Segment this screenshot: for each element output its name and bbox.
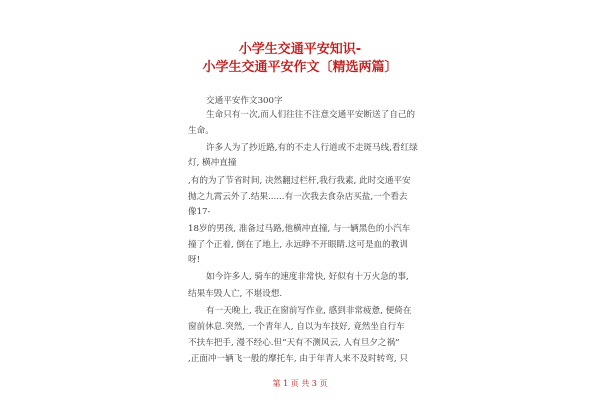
body-line: 窗前休息.突然, 一个青年人, 自以为车技好, 竟然坐自行车 [188, 322, 405, 332]
document-title-line-1: 小学生交通平安知识- [238, 42, 362, 57]
body-line: 抛之九霄云外了.结果......有一次我去食杂店买盐,一个看去 [188, 192, 408, 202]
body-line: ,正面冲一辆飞一般的摩托车, 由于年青人来不及时转弯, 只 [188, 354, 408, 364]
body-line: 撞了个正着, 倒在了地上, 永远睁不开眼睛.这可是血的教训 [188, 240, 408, 250]
body-line: 有一天晚上, 我正在窗前写作业, 感到非常疲惫, 便倚在 [206, 306, 412, 316]
body-line: 许多人为了抄近路,有的不走人行道或不走斑马线,看红绿 [206, 143, 418, 153]
page-number-footer: 第 1 页 共 3 页 [272, 379, 328, 388]
body-line: 如今许多人, 骑车的速度非常快, 好似有十万火急的事, [206, 272, 409, 282]
body-line: 灯, 横冲直撞 [188, 158, 237, 168]
body-line: 18岁的男孩, 准备过马路,他横冲直撞, 与一辆黑色的小汽车 [188, 224, 411, 234]
body-line: 交通平安作文300字 [206, 96, 283, 106]
body-line: 生命。 [188, 126, 214, 136]
body-line: 不扶车把手, 漫不经心.但“天有不测风云, 人有旦夕之祸” [188, 338, 400, 348]
body-line: 像17- [188, 207, 211, 217]
body-line: 呀! [188, 255, 201, 265]
body-line: ,有的为了节省时间, 决然翻过栏杆,我行我素, 此时交通平安 [188, 176, 411, 186]
document-title-line-2: 小学生交通平安作文〔精选两篇〕 [202, 60, 398, 75]
body-line: 生命只有一次,而人们往往不注意交通平安断送了自己的 [206, 110, 415, 120]
body-line: 结果车毁人亡, 不堪设想. [188, 289, 283, 299]
